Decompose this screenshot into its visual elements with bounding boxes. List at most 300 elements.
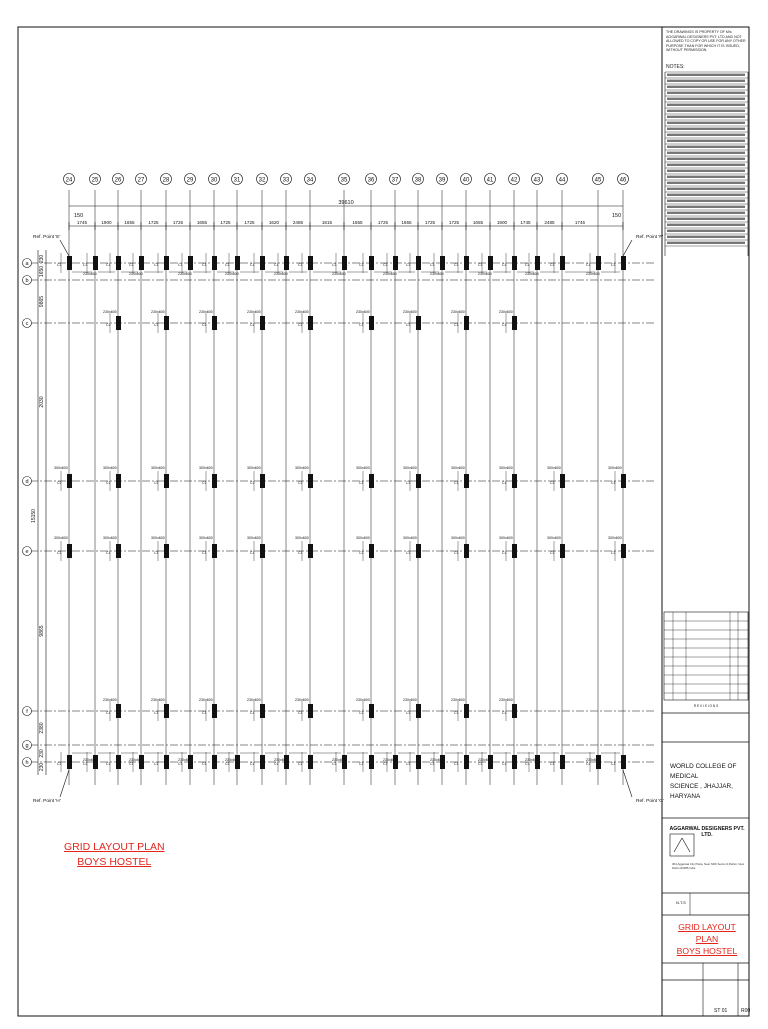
column-size-label: 300x600 bbox=[103, 466, 117, 470]
left-dimension-value: 230 bbox=[39, 254, 45, 264]
notes-row-text bbox=[667, 194, 745, 196]
column-label: C1 bbox=[57, 481, 62, 485]
column-label: C1 bbox=[359, 762, 364, 766]
column-size-label: 230x600 bbox=[525, 272, 539, 276]
column-label: C1 bbox=[298, 481, 303, 485]
grid-label-x: 43 bbox=[533, 177, 541, 184]
column-size-label: 300x600 bbox=[608, 536, 622, 540]
end-dimension-right: 150 bbox=[612, 213, 622, 219]
column-label: C1 bbox=[586, 762, 591, 766]
column-label: C1 bbox=[406, 263, 411, 267]
column bbox=[308, 316, 313, 330]
column-label: C1 bbox=[550, 481, 555, 485]
column bbox=[464, 755, 469, 769]
column bbox=[93, 256, 98, 270]
bay-dimension-value: 1620 bbox=[268, 220, 280, 225]
notes-row-text bbox=[667, 122, 745, 124]
column-label: C1 bbox=[502, 762, 507, 766]
column-label: C1 bbox=[298, 323, 303, 327]
column bbox=[464, 544, 469, 558]
column-size-label: 230x600 bbox=[430, 272, 444, 276]
column bbox=[116, 474, 121, 488]
column-size-label: 300x600 bbox=[547, 536, 561, 540]
column bbox=[139, 256, 144, 270]
bay-dimension-value: 1655 bbox=[401, 220, 412, 225]
column-label: C1 bbox=[202, 263, 207, 267]
column-label: C1 bbox=[586, 263, 591, 267]
ref-point-label: Ref. Point 'G' bbox=[636, 799, 664, 804]
ref-point-leader bbox=[623, 240, 632, 256]
column bbox=[512, 316, 517, 330]
overall-dimension-value: 39610 bbox=[338, 200, 354, 206]
firm-logo-stroke bbox=[674, 838, 682, 852]
ref-point-label: Ref. Point 'E' bbox=[33, 235, 61, 240]
notes-row-text bbox=[667, 146, 745, 148]
column-label: C1 bbox=[406, 762, 411, 766]
column bbox=[67, 256, 72, 270]
notes-row-text bbox=[667, 98, 745, 100]
column bbox=[560, 755, 565, 769]
column-size-label: 230x600 bbox=[332, 272, 346, 276]
column bbox=[164, 704, 169, 718]
column-label: C1 bbox=[454, 323, 459, 327]
column-label: C1 bbox=[298, 263, 303, 267]
column-label: C1 bbox=[332, 762, 337, 766]
column-size-label: 300x600 bbox=[151, 536, 165, 540]
column bbox=[369, 474, 374, 488]
firm-name: AGGARWAL DESIGNERS PVT. LTD. bbox=[669, 826, 745, 838]
column bbox=[260, 755, 265, 769]
scale-value: N.T.S bbox=[676, 900, 686, 905]
column-size-label: 300x600 bbox=[199, 536, 213, 540]
column-label: C1 bbox=[225, 263, 230, 267]
column-label: C1 bbox=[359, 481, 364, 485]
column-label: C1 bbox=[202, 481, 207, 485]
grid-label-x: 32 bbox=[258, 177, 266, 184]
column bbox=[369, 544, 374, 558]
grid-label-x: 45 bbox=[594, 177, 602, 184]
grid-label-x: 39 bbox=[438, 177, 446, 184]
grid-label-x: 44 bbox=[558, 177, 566, 184]
bay-dimension-value: 1745 bbox=[76, 220, 88, 225]
column-size-label: 230x600 bbox=[178, 272, 192, 276]
column-label: C1 bbox=[106, 762, 111, 766]
notes-row-text bbox=[667, 86, 745, 88]
column bbox=[212, 316, 217, 330]
column bbox=[116, 704, 121, 718]
column-label: C1 bbox=[454, 711, 459, 715]
column bbox=[116, 316, 121, 330]
column-label: C1 bbox=[454, 551, 459, 555]
column bbox=[512, 256, 517, 270]
grid-label-y: e bbox=[25, 549, 29, 555]
column-size-label: 300x600 bbox=[356, 536, 370, 540]
notes-row-text bbox=[667, 116, 745, 118]
column bbox=[621, 474, 626, 488]
left-dimension-value: 230 bbox=[39, 762, 45, 772]
left-dimension-value: 2030 bbox=[39, 396, 45, 408]
column-size-label: 230x600 bbox=[129, 758, 143, 762]
column bbox=[212, 256, 217, 270]
column bbox=[164, 256, 169, 270]
drawing-title-line1: GRID LAYOUT PLAN bbox=[678, 922, 736, 944]
column bbox=[393, 256, 398, 270]
column-label: C1 bbox=[57, 551, 62, 555]
notes-row-text bbox=[667, 224, 745, 226]
column bbox=[512, 704, 517, 718]
column bbox=[260, 316, 265, 330]
column-size-label: 300x600 bbox=[356, 466, 370, 470]
column-size-label: 300x600 bbox=[499, 466, 513, 470]
grid-label-y: d bbox=[25, 479, 29, 485]
bay-dimension-value: 1725 bbox=[244, 220, 255, 225]
column-label: C1 bbox=[298, 762, 303, 766]
column bbox=[212, 704, 217, 718]
column-label: C1 bbox=[502, 481, 507, 485]
notes-row-text bbox=[667, 140, 745, 142]
column-size-label: 230x600 bbox=[151, 698, 165, 702]
bay-dimension-value: 1725 bbox=[148, 220, 159, 225]
bay-dimension-value: 1725 bbox=[377, 220, 389, 225]
notes-row-text bbox=[667, 152, 745, 154]
column bbox=[369, 755, 374, 769]
firm-address: 304,Aggarwal City Plaza, Near NDK Sector-3,Rohini, New Delhi-110085,India bbox=[672, 862, 744, 871]
column bbox=[164, 474, 169, 488]
column bbox=[308, 755, 313, 769]
column-label: C1 bbox=[250, 551, 255, 555]
column-label: C1 bbox=[154, 551, 159, 555]
bay-dimension-value: 1815 bbox=[321, 220, 333, 225]
column-label: C1 bbox=[106, 551, 111, 555]
column bbox=[560, 474, 565, 488]
bay-dimension-value: 1725 bbox=[424, 220, 436, 225]
column-size-label: 230x600 bbox=[247, 698, 261, 702]
column bbox=[416, 544, 421, 558]
column-size-label: 230x600 bbox=[151, 310, 165, 314]
bay-dimension-value: 1725 bbox=[448, 220, 460, 225]
grid-label-x: 40 bbox=[462, 177, 470, 184]
column-label: C1 bbox=[154, 711, 159, 715]
column-size-label: 300x600 bbox=[199, 466, 213, 470]
column bbox=[67, 755, 72, 769]
column-label: C1 bbox=[298, 551, 303, 555]
drawing-title bbox=[668, 921, 746, 957]
column-size-label: 230x600 bbox=[499, 310, 513, 314]
notes-row-text bbox=[667, 74, 745, 76]
column-label: C1 bbox=[478, 762, 483, 766]
ref-point-leader bbox=[60, 770, 69, 797]
column-label: C1 bbox=[202, 551, 207, 555]
column-label: C1 bbox=[154, 481, 159, 485]
column-size-label: 230x600 bbox=[403, 310, 417, 314]
column-size-label: 230x600 bbox=[295, 698, 309, 702]
column-label: C1 bbox=[154, 762, 159, 766]
column-size-label: 230x600 bbox=[478, 272, 492, 276]
notes-row-text bbox=[667, 176, 745, 178]
column bbox=[67, 474, 72, 488]
column bbox=[560, 544, 565, 558]
plan-title-line2: BOYS HOSTEL bbox=[77, 856, 152, 868]
bay-dimension-value: 1655 bbox=[124, 220, 135, 225]
column bbox=[212, 474, 217, 488]
column-size-label: 230x600 bbox=[586, 758, 600, 762]
column bbox=[235, 256, 240, 270]
bay-dimension-value: 1725 bbox=[172, 220, 184, 225]
revisions-table bbox=[664, 612, 748, 700]
column-label: C1 bbox=[202, 762, 207, 766]
column-size-label: 230x600 bbox=[332, 758, 346, 762]
column-label: C1 bbox=[611, 551, 616, 555]
column bbox=[116, 544, 121, 558]
column-label: C1 bbox=[129, 263, 134, 267]
column-label: C1 bbox=[406, 323, 411, 327]
notes-row-text bbox=[667, 80, 745, 82]
notes-row-text bbox=[667, 128, 745, 130]
column bbox=[621, 256, 626, 270]
grid-label-x: 35 bbox=[340, 177, 348, 184]
grid-label-y: c bbox=[25, 321, 29, 327]
column-size-label: 230x600 bbox=[103, 698, 117, 702]
ref-point-leader bbox=[60, 240, 69, 256]
ref-point-label: Ref. Point 'F' bbox=[636, 235, 664, 240]
left-dimension-value: 1650 bbox=[39, 265, 45, 278]
column bbox=[488, 256, 493, 270]
grid-label-x: 38 bbox=[414, 177, 422, 184]
column-label: C1 bbox=[332, 263, 337, 267]
grid-label-x: 37 bbox=[391, 177, 399, 184]
project-line2: SCIENCE , JHAJJAR, HARYANA bbox=[670, 783, 733, 800]
left-dimension-value: 230 bbox=[39, 749, 45, 758]
column bbox=[621, 755, 626, 769]
column-label: C1 bbox=[383, 762, 388, 766]
end-dimension-left: 150 bbox=[74, 213, 84, 219]
column-size-label: 300x600 bbox=[103, 536, 117, 540]
column bbox=[284, 256, 289, 270]
column-label: C1 bbox=[274, 762, 279, 766]
bay-dimension-value: 1900 bbox=[101, 220, 112, 225]
bay-dimension-value: 1655 bbox=[472, 220, 484, 225]
revision-number: R00 bbox=[741, 1008, 751, 1014]
column bbox=[308, 256, 313, 270]
ref-point-label: Ref. Point 'H' bbox=[33, 799, 61, 804]
notes-row-text bbox=[667, 164, 745, 166]
column-size-label: 300x600 bbox=[451, 536, 465, 540]
column bbox=[440, 256, 445, 270]
column-label: C1 bbox=[83, 263, 88, 267]
column-size-label: 230x600 bbox=[478, 758, 492, 762]
grid-label-x: 25 bbox=[91, 177, 99, 184]
revisions-label: R E V I S I O N S bbox=[693, 704, 719, 708]
column bbox=[164, 544, 169, 558]
column bbox=[164, 755, 169, 769]
column-label: C1 bbox=[250, 323, 255, 327]
column-label: C1 bbox=[359, 711, 364, 715]
column bbox=[416, 474, 421, 488]
grid-label-x: 29 bbox=[186, 177, 194, 184]
column-label: C1 bbox=[550, 551, 555, 555]
notes-row-text bbox=[667, 134, 745, 136]
column bbox=[512, 474, 517, 488]
column bbox=[416, 316, 421, 330]
column bbox=[512, 544, 517, 558]
column-size-label: 300x600 bbox=[295, 536, 309, 540]
column bbox=[116, 755, 121, 769]
column-size-label: 230x600 bbox=[403, 698, 417, 702]
column-label: C1 bbox=[406, 551, 411, 555]
column bbox=[260, 704, 265, 718]
column-label: C1 bbox=[154, 323, 159, 327]
column-label: C1 bbox=[525, 762, 530, 766]
column-label: C1 bbox=[274, 263, 279, 267]
column-label: C1 bbox=[502, 323, 507, 327]
plan-title-line1: GRID LAYOUT PLAN bbox=[64, 841, 165, 853]
notes-row-text bbox=[667, 158, 745, 160]
column-label: C1 bbox=[502, 263, 507, 267]
notes-row-text bbox=[667, 230, 745, 232]
column-size-label: 300x600 bbox=[295, 466, 309, 470]
plan-title bbox=[64, 840, 165, 870]
notes-row-text bbox=[667, 206, 745, 208]
grid-label-x: 34 bbox=[306, 177, 314, 184]
column-label: C1 bbox=[454, 263, 459, 267]
column-size-label: 230x600 bbox=[225, 758, 239, 762]
column-label: C1 bbox=[383, 263, 388, 267]
column bbox=[560, 256, 565, 270]
column-label: C1 bbox=[359, 551, 364, 555]
column bbox=[416, 755, 421, 769]
column bbox=[67, 544, 72, 558]
column-label: C1 bbox=[57, 263, 62, 267]
grid-label-x: 26 bbox=[114, 177, 122, 184]
notes-row-text bbox=[667, 110, 745, 112]
column bbox=[212, 755, 217, 769]
column bbox=[308, 544, 313, 558]
column bbox=[369, 704, 374, 718]
grid-label-x: 42 bbox=[510, 177, 518, 184]
column-size-label: 230x600 bbox=[247, 310, 261, 314]
notes-title: NOTES: bbox=[666, 64, 685, 70]
column-label: C1 bbox=[550, 762, 555, 766]
bay-dimension-value: 2485 bbox=[292, 220, 304, 225]
column bbox=[464, 474, 469, 488]
column-size-label: 300x600 bbox=[403, 536, 417, 540]
column-label: C1 bbox=[550, 263, 555, 267]
column-label: C1 bbox=[106, 323, 111, 327]
column-label: C1 bbox=[502, 711, 507, 715]
notes-row-text bbox=[667, 188, 745, 190]
column bbox=[260, 544, 265, 558]
column-label: C1 bbox=[406, 711, 411, 715]
notes-row-text bbox=[667, 104, 745, 106]
column-size-label: 230x600 bbox=[178, 758, 192, 762]
column-label: C1 bbox=[83, 762, 88, 766]
column bbox=[308, 474, 313, 488]
column-label: C1 bbox=[57, 762, 62, 766]
column bbox=[416, 704, 421, 718]
column-size-label: 230x600 bbox=[103, 310, 117, 314]
ref-point-leader bbox=[623, 770, 632, 797]
column bbox=[212, 544, 217, 558]
column-size-label: 230x600 bbox=[356, 698, 370, 702]
grid-label-x: 28 bbox=[162, 177, 170, 184]
column-label: C1 bbox=[106, 711, 111, 715]
column-label: C1 bbox=[359, 323, 364, 327]
column-label: C1 bbox=[225, 762, 230, 766]
notes-row-text bbox=[667, 92, 745, 94]
left-dimension-value: 15150 bbox=[31, 509, 37, 523]
column bbox=[535, 256, 540, 270]
column-label: C1 bbox=[502, 551, 507, 555]
bay-dimension-value: 1745 bbox=[520, 220, 531, 225]
column-size-label: 230x600 bbox=[356, 310, 370, 314]
bay-dimension-value: 1655 bbox=[352, 220, 363, 225]
grid-label-x: 41 bbox=[486, 177, 494, 184]
column-size-label: 230x600 bbox=[225, 272, 239, 276]
notes-row-text bbox=[667, 242, 745, 244]
column-label: C1 bbox=[250, 263, 255, 267]
column bbox=[464, 316, 469, 330]
column-label: C1 bbox=[454, 762, 459, 766]
bay-dimension-value: 1725 bbox=[220, 220, 231, 225]
column-label: C1 bbox=[454, 481, 459, 485]
column-size-label: 300x600 bbox=[247, 466, 261, 470]
column-label: C1 bbox=[250, 762, 255, 766]
column-size-label: 300x600 bbox=[247, 536, 261, 540]
left-dimension-value: 9865 bbox=[39, 295, 45, 308]
column-label: C1 bbox=[406, 481, 411, 485]
column-size-label: 230x600 bbox=[451, 310, 465, 314]
notes-row-text bbox=[667, 218, 745, 220]
column-size-label: 300x600 bbox=[54, 536, 68, 540]
drawing-title-line2: BOYS HOSTEL bbox=[676, 946, 738, 956]
column bbox=[596, 256, 601, 270]
column-size-label: 300x600 bbox=[451, 466, 465, 470]
column-size-label: 230x600 bbox=[274, 272, 288, 276]
column-label: C1 bbox=[202, 711, 207, 715]
column bbox=[164, 316, 169, 330]
column-size-label: 230x600 bbox=[199, 698, 213, 702]
column-size-label: 300x600 bbox=[151, 466, 165, 470]
grid-label-x: 27 bbox=[137, 177, 145, 184]
bay-dimension-value: 2485 bbox=[544, 220, 555, 225]
firm-logo-stroke bbox=[682, 838, 690, 852]
bay-dimension-value: 1745 bbox=[574, 220, 586, 225]
grid-label-x: 46 bbox=[619, 177, 627, 184]
project-name bbox=[670, 762, 748, 802]
column bbox=[260, 474, 265, 488]
column bbox=[308, 704, 313, 718]
column-label: C1 bbox=[178, 762, 183, 766]
column-label: C1 bbox=[478, 263, 483, 267]
column-label: C1 bbox=[106, 263, 111, 267]
column-label: C1 bbox=[154, 263, 159, 267]
column-label: C1 bbox=[525, 263, 530, 267]
column-label: C1 bbox=[129, 762, 134, 766]
column-label: C1 bbox=[611, 481, 616, 485]
column bbox=[369, 316, 374, 330]
column-size-label: 230x600 bbox=[274, 758, 288, 762]
column-label: C1 bbox=[359, 263, 364, 267]
grid-label-x: 31 bbox=[233, 177, 241, 184]
column-label: C1 bbox=[202, 323, 207, 327]
column bbox=[342, 256, 347, 270]
grid-label-y: f bbox=[26, 709, 28, 715]
column-label: C1 bbox=[611, 263, 616, 267]
title-block-disclaimer: THE DRAWINGS IS PROPERTY OF M/s AGGARWAL DESIGNERS PVT. LTD AND NOT ALLOWED TO COPY OR USE FOR ANY OTHER PURPOSE THAN FOR WHICH IT IS ISSUED, WITHOUT PERMISSION. bbox=[666, 30, 746, 53]
column bbox=[116, 256, 121, 270]
column-size-label: 230x600 bbox=[83, 758, 97, 762]
column-size-label: 230x600 bbox=[129, 272, 143, 276]
